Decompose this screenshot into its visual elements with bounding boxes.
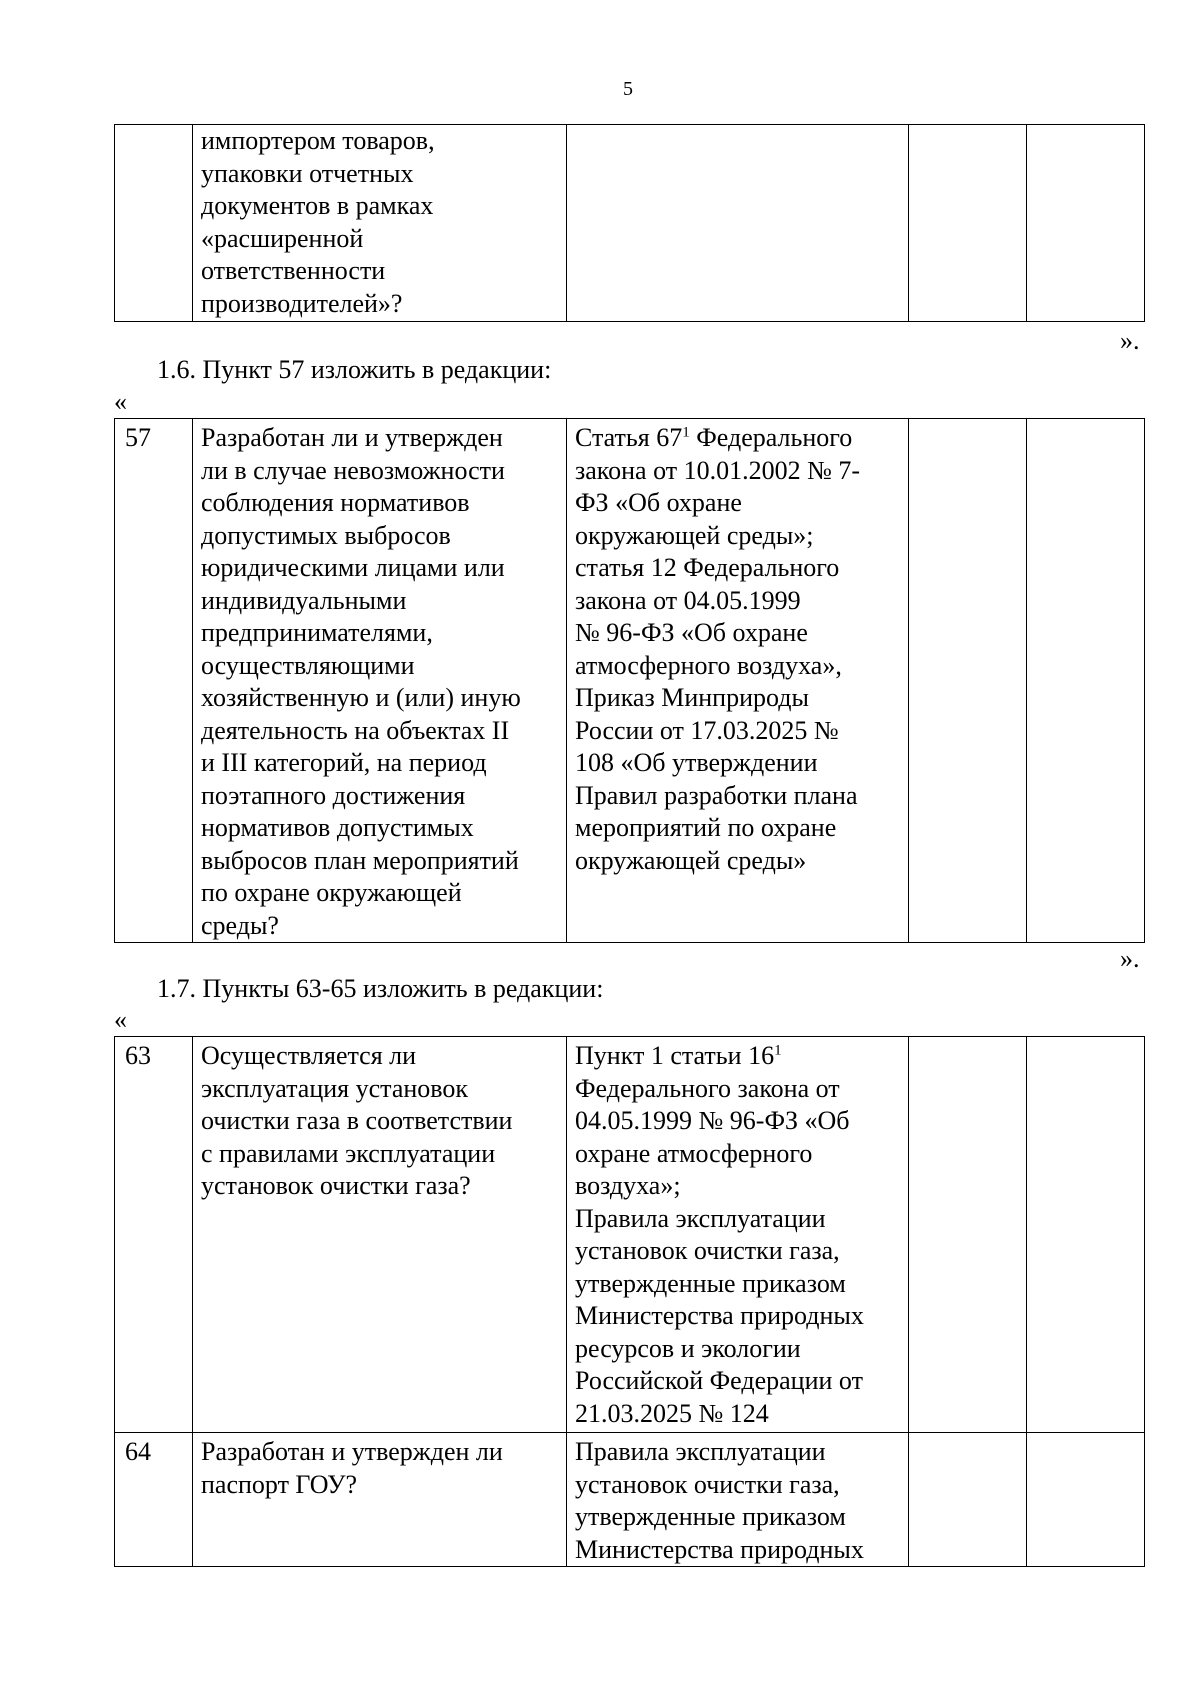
continued-table xyxy=(114,124,1145,322)
row-number-cell xyxy=(115,125,193,322)
reference-cell xyxy=(567,125,909,322)
empty-cell xyxy=(909,419,1027,943)
reference-article: Пункт 1 статьи 16 xyxy=(575,1041,775,1070)
empty-cell xyxy=(1027,1433,1145,1567)
page-number: 5 xyxy=(623,78,633,100)
closing-quote: ». xyxy=(1120,326,1140,355)
row-number-cell: 63 xyxy=(115,1037,193,1433)
row-number-cell: 64 xyxy=(115,1433,193,1567)
table-row xyxy=(115,125,1145,322)
empty-cell xyxy=(1027,1037,1145,1433)
question-cell: Разработан и утвержден ли паспорт ГОУ? xyxy=(193,1433,567,1567)
reference-text: Федерального закона от 10.01.2002 № 7- ФЗ «Об охране окружающей среды»; статья 12 Федерального закона от 04.05.1999 № 96-ФЗ «Об охране атмосферного воздуха», Приказ Минприроды России от 17.03.2025 № 108 «Об утверждении Правил разработки плана мероприятий по охране окружающей среды» xyxy=(575,423,861,875)
closing-quote: ». xyxy=(1120,944,1140,973)
items-63-65-table xyxy=(114,1036,1145,1567)
opening-quote: « xyxy=(114,1005,127,1034)
reference-cell: Правила эксплуатации установок очистки газа, утвержденные приказом Министерства природных xyxy=(567,1433,909,1567)
item-57-table xyxy=(114,418,1145,943)
section-heading-1-7: 1.7. Пункты 63-65 изложить в редакции: xyxy=(157,974,604,1003)
reference-article: Статья 67 xyxy=(575,423,683,452)
section-heading-1-6: 1.6. Пункт 57 изложить в редакции: xyxy=(157,355,552,384)
empty-cell xyxy=(1027,419,1145,943)
question-cell: Разработан ли и утвержден ли в случае невозможности соблюдения нормативов допустимых выбросов юридическими лицами или индивидуальными предпринимателями, осуществляющими хозяйственную и (или) иную деятельность на объектах II и III категорий, на период поэтапного достижения нормативов допустимых выбросов план мероприятий по охране окружающей среды? xyxy=(193,419,567,943)
empty-cell xyxy=(909,1037,1027,1433)
empty-cell xyxy=(909,1433,1027,1567)
table-row xyxy=(115,1037,1145,1433)
reference-cell xyxy=(567,419,909,943)
question-cell: импортером товаров, упаковки отчетных документов в рамках «расширенной ответственности производителей»? xyxy=(193,125,567,322)
table-row xyxy=(115,1433,1145,1567)
superscript-index: 1 xyxy=(682,424,690,441)
reference-text: Федерального закона от 04.05.1999 № 96-ФЗ «Об охране атмосферного воздуха»; Правила эксплуатации установок очистки газа, утвержденные приказом Министерства природных ресурсов и экологии Российской Федерации от 21.03.2025 № 124 xyxy=(575,1073,864,1428)
reference-cell xyxy=(567,1037,909,1433)
row-number-cell: 57 xyxy=(115,419,193,943)
opening-quote: « xyxy=(114,387,127,416)
superscript-index: 1 xyxy=(774,1042,782,1059)
question-cell: Осуществляется ли эксплуатация установок очистки газа в соответствии с правилами эксплуатации установок очистки газа? xyxy=(193,1037,567,1433)
table-row xyxy=(115,419,1145,943)
empty-cell xyxy=(1027,125,1145,322)
empty-cell xyxy=(909,125,1027,322)
